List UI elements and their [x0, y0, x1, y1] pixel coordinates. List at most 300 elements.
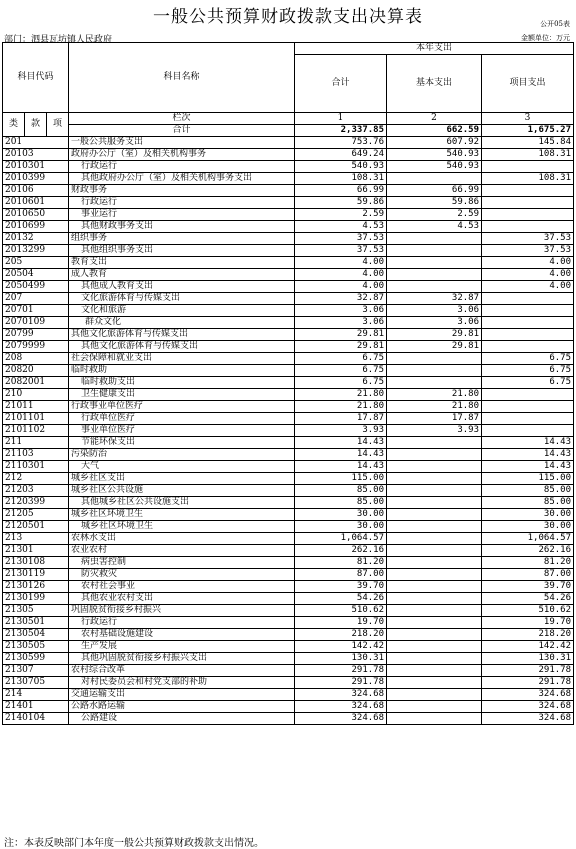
table-row [3, 713, 574, 725]
header-basic: 基本支出 [387, 55, 482, 113]
row-total: 324.68 [295, 701, 387, 713]
header-xiang: 项 [47, 113, 69, 137]
row-code: 21203 [3, 485, 69, 497]
table-row [3, 233, 574, 245]
row-name: 对村民委员会和村党支部的补助 [69, 677, 295, 689]
table-row [3, 377, 574, 389]
row-total: 37.53 [295, 245, 387, 257]
row-basic [387, 497, 482, 509]
table-row [3, 413, 574, 425]
row-name: 农村社会事业 [69, 581, 295, 593]
row-total: 4.00 [295, 281, 387, 293]
row-basic [387, 677, 482, 689]
row-project [482, 161, 574, 173]
row-basic [387, 245, 482, 257]
row-code: 214 [3, 689, 69, 701]
column-number-1: 1 [295, 113, 387, 125]
table-row [3, 365, 574, 377]
row-project [482, 221, 574, 233]
row-total: 1,064.57 [295, 533, 387, 545]
row-basic: 3.06 [387, 305, 482, 317]
row-code: 2130199 [3, 593, 69, 605]
row-name: 其他成人教育支出 [69, 281, 295, 293]
department-label: 部门：泗县瓦坊镇人民政府 [4, 35, 113, 45]
row-code: 2130504 [3, 629, 69, 641]
row-total: 540.93 [295, 161, 387, 173]
row-name: 巩固脱贫衔接乡村振兴 [69, 605, 295, 617]
row-code: 205 [3, 257, 69, 269]
row-basic [387, 653, 482, 665]
table-row [3, 677, 574, 689]
row-basic [387, 521, 482, 533]
row-code: 2050499 [3, 281, 69, 293]
footnote: 注：本表反映部门本年度一般公共预算财政拨款支出情况。 [4, 838, 264, 849]
row-project [482, 329, 574, 341]
row-project: 142.42 [482, 641, 574, 653]
row-basic [387, 545, 482, 557]
row-name: 污染防治 [69, 449, 295, 461]
table-row [3, 425, 574, 437]
row-basic [387, 701, 482, 713]
table-row [3, 341, 574, 353]
row-code: 21305 [3, 605, 69, 617]
row-name: 交通运输支出 [69, 689, 295, 701]
row-project: 291.78 [482, 665, 574, 677]
row-basic [387, 353, 482, 365]
table-row [3, 593, 574, 605]
row-code: 2120399 [3, 497, 69, 509]
row-project [482, 293, 574, 305]
row-basic [387, 281, 482, 293]
row-code: 2010399 [3, 173, 69, 185]
row-name: 防灾救灾 [69, 569, 295, 581]
row-total: 130.31 [295, 653, 387, 665]
table-row [3, 641, 574, 653]
row-total: 3.06 [295, 317, 387, 329]
row-name: 社会保障和就业支出 [69, 353, 295, 365]
row-code: 2130501 [3, 617, 69, 629]
row-project: 262.16 [482, 545, 574, 557]
table-row [3, 293, 574, 305]
row-code: 20103 [3, 149, 69, 161]
row-project: 37.53 [482, 233, 574, 245]
row-project [482, 317, 574, 329]
row-code: 21307 [3, 665, 69, 677]
row-project: 6.75 [482, 377, 574, 389]
table-row [3, 449, 574, 461]
row-code: 2010301 [3, 161, 69, 173]
row-code: 2130119 [3, 569, 69, 581]
table-row [3, 173, 574, 185]
row-basic: 4.53 [387, 221, 482, 233]
row-total: 32.87 [295, 293, 387, 305]
row-basic [387, 269, 482, 281]
row-total: 324.68 [295, 713, 387, 725]
table-row [3, 185, 574, 197]
row-name: 其他组织事务支出 [69, 245, 295, 257]
row-basic: 32.87 [387, 293, 482, 305]
row-project: 108.31 [482, 173, 574, 185]
row-basic [387, 257, 482, 269]
table-row [3, 509, 574, 521]
table-row [3, 161, 574, 173]
row-total: 21.80 [295, 389, 387, 401]
row-total: 2.59 [295, 209, 387, 221]
row-basic: 66.99 [387, 185, 482, 197]
row-project: 130.31 [482, 653, 574, 665]
row-project: 6.75 [482, 365, 574, 377]
row-name: 生产发展 [69, 641, 295, 653]
table-row [3, 257, 574, 269]
row-name: 行政单位医疗 [69, 413, 295, 425]
row-basic [387, 557, 482, 569]
table-row [3, 605, 574, 617]
row-code: 2130108 [3, 557, 69, 569]
row-project: 324.68 [482, 713, 574, 725]
row-basic: 59.86 [387, 197, 482, 209]
row-project: 6.75 [482, 353, 574, 365]
row-name: 行政运行 [69, 197, 295, 209]
row-code: 21205 [3, 509, 69, 521]
row-basic [387, 509, 482, 521]
row-project: 81.20 [482, 557, 574, 569]
row-total: 37.53 [295, 233, 387, 245]
row-project: 30.00 [482, 521, 574, 533]
row-name: 群众文化 [69, 317, 295, 329]
row-basic [387, 449, 482, 461]
row-basic: 607.92 [387, 137, 482, 149]
row-project [482, 209, 574, 221]
row-basic [387, 629, 482, 641]
row-basic [387, 485, 482, 497]
row-basic [387, 641, 482, 653]
row-total: 81.20 [295, 557, 387, 569]
row-basic: 540.93 [387, 149, 482, 161]
row-code: 20799 [3, 329, 69, 341]
row-basic [387, 689, 482, 701]
row-name: 临时救助 [69, 365, 295, 377]
row-name: 其他财政事务支出 [69, 221, 295, 233]
row-code: 2101101 [3, 413, 69, 425]
row-project: 14.43 [482, 461, 574, 473]
row-project: 510.62 [482, 605, 574, 617]
row-name: 节能环保支出 [69, 437, 295, 449]
column-number-2: 2 [387, 113, 482, 125]
row-total: 3.06 [295, 305, 387, 317]
row-name: 农业农村 [69, 545, 295, 557]
row-basic [387, 533, 482, 545]
row-project [482, 413, 574, 425]
row-total: 54.26 [295, 593, 387, 605]
row-total: 29.81 [295, 341, 387, 353]
row-total: 6.75 [295, 377, 387, 389]
table-row [3, 497, 574, 509]
row-project: 115.00 [482, 473, 574, 485]
row-project: 39.70 [482, 581, 574, 593]
unit-label: 金额单位：万元 [521, 34, 570, 42]
row-project: 87.00 [482, 569, 574, 581]
row-code: 213 [3, 533, 69, 545]
row-total: 218.20 [295, 629, 387, 641]
row-total: 85.00 [295, 485, 387, 497]
row-total: 108.31 [295, 173, 387, 185]
header-current-year: 本年支出 [295, 43, 574, 55]
row-code: 2130505 [3, 641, 69, 653]
row-total: 324.68 [295, 689, 387, 701]
table-row [3, 533, 574, 545]
row-code: 20106 [3, 185, 69, 197]
table-row [3, 245, 574, 257]
table-row [3, 557, 574, 569]
row-basic: 3.93 [387, 425, 482, 437]
row-code: 2110301 [3, 461, 69, 473]
page-title: 一般公共预算财政拨款支出决算表 [153, 7, 423, 27]
row-total: 649.24 [295, 149, 387, 161]
row-project: 4.00 [482, 257, 574, 269]
row-basic: 540.93 [387, 161, 482, 173]
row-total: 87.00 [295, 569, 387, 581]
row-name: 教育支出 [69, 257, 295, 269]
row-project: 324.68 [482, 689, 574, 701]
table-row [3, 221, 574, 233]
row-name: 农村综合改革 [69, 665, 295, 677]
row-name: 公路建设 [69, 713, 295, 725]
table-row [3, 197, 574, 209]
row-basic [387, 173, 482, 185]
row-project: 1,064.57 [482, 533, 574, 545]
table-row [3, 569, 574, 581]
row-name: 卫生健康支出 [69, 389, 295, 401]
row-basic [387, 713, 482, 725]
row-basic: 21.80 [387, 389, 482, 401]
row-total: 291.78 [295, 677, 387, 689]
row-basic: 29.81 [387, 341, 482, 353]
row-name: 行政运行 [69, 617, 295, 629]
header-total: 合计 [295, 55, 387, 113]
sum-basic: 662.59 [387, 125, 482, 137]
row-name: 财政事务 [69, 185, 295, 197]
table-row [3, 521, 574, 533]
row-name: 一般公共服务支出 [69, 137, 295, 149]
table-row [3, 461, 574, 473]
row-basic [387, 437, 482, 449]
row-total: 4.53 [295, 221, 387, 233]
row-project [482, 197, 574, 209]
table-row [3, 665, 574, 677]
row-basic [387, 581, 482, 593]
table-row [3, 317, 574, 329]
row-total: 6.75 [295, 365, 387, 377]
row-project: 218.20 [482, 629, 574, 641]
table-row [3, 329, 574, 341]
row-basic [387, 665, 482, 677]
row-code: 20820 [3, 365, 69, 377]
row-total: 30.00 [295, 509, 387, 521]
row-code: 2010699 [3, 221, 69, 233]
row-project [482, 401, 574, 413]
sum-label: 合计 [69, 125, 295, 137]
row-name: 行政运行 [69, 161, 295, 173]
row-project: 4.00 [482, 281, 574, 293]
row-name: 城乡社区支出 [69, 473, 295, 485]
row-code: 21401 [3, 701, 69, 713]
row-code: 201 [3, 137, 69, 149]
row-code: 208 [3, 353, 69, 365]
row-project: 14.43 [482, 437, 574, 449]
row-name: 农村基础设施建设 [69, 629, 295, 641]
row-total: 291.78 [295, 665, 387, 677]
header-code: 科目代码 [3, 43, 69, 113]
row-code: 20132 [3, 233, 69, 245]
row-code: 21103 [3, 449, 69, 461]
row-project: 145.84 [482, 137, 574, 149]
row-name: 城乡社区环境卫生 [69, 509, 295, 521]
row-project [482, 341, 574, 353]
row-code: 2130126 [3, 581, 69, 593]
row-name: 其他文化旅游体育与传媒支出 [69, 341, 295, 353]
row-code: 2120501 [3, 521, 69, 533]
row-project: 30.00 [482, 509, 574, 521]
row-total: 6.75 [295, 353, 387, 365]
row-name: 成人教育 [69, 269, 295, 281]
row-total: 262.16 [295, 545, 387, 557]
row-project: 37.53 [482, 245, 574, 257]
row-project [482, 425, 574, 437]
row-total: 39.70 [295, 581, 387, 593]
row-name: 事业单位医疗 [69, 425, 295, 437]
row-basic: 21.80 [387, 401, 482, 413]
row-project: 19.70 [482, 617, 574, 629]
row-project: 324.68 [482, 701, 574, 713]
table-row [3, 209, 574, 221]
row-total: 115.00 [295, 473, 387, 485]
row-name: 事业运行 [69, 209, 295, 221]
row-name: 农林水支出 [69, 533, 295, 545]
table-row [3, 689, 574, 701]
column-number-label: 栏次 [69, 113, 295, 125]
row-basic [387, 377, 482, 389]
row-total: 510.62 [295, 605, 387, 617]
row-code: 21011 [3, 401, 69, 413]
row-project [482, 185, 574, 197]
row-basic [387, 605, 482, 617]
table-row [3, 389, 574, 401]
row-code: 2070109 [3, 317, 69, 329]
row-basic [387, 233, 482, 245]
row-name: 城乡社区环境卫生 [69, 521, 295, 533]
row-basic: 17.87 [387, 413, 482, 425]
row-total: 4.00 [295, 269, 387, 281]
table-row [3, 617, 574, 629]
row-code: 2010601 [3, 197, 69, 209]
table-row [3, 401, 574, 413]
row-project [482, 389, 574, 401]
table-row [3, 281, 574, 293]
row-project: 85.00 [482, 485, 574, 497]
row-basic: 2.59 [387, 209, 482, 221]
row-code: 2130599 [3, 653, 69, 665]
row-name: 大气 [69, 461, 295, 473]
header-lei: 类 [3, 113, 25, 137]
header-name: 科目名称 [69, 43, 295, 113]
row-basic: 29.81 [387, 329, 482, 341]
row-code: 2130705 [3, 677, 69, 689]
row-name: 其他政府办公厅（室）及相关机构事务支出 [69, 173, 295, 185]
row-project: 108.31 [482, 149, 574, 161]
header-project: 项目支出 [482, 55, 574, 113]
row-total: 66.99 [295, 185, 387, 197]
row-total: 14.43 [295, 449, 387, 461]
row-total: 4.00 [295, 257, 387, 269]
row-total: 21.80 [295, 401, 387, 413]
row-code: 211 [3, 437, 69, 449]
row-name: 政府办公厅（室）及相关机构事务 [69, 149, 295, 161]
row-name: 其他城乡社区公共设施支出 [69, 497, 295, 509]
row-total: 3.93 [295, 425, 387, 437]
row-name: 其他巩固脱贫衔接乡村振兴支出 [69, 653, 295, 665]
row-total: 14.43 [295, 461, 387, 473]
row-basic [387, 617, 482, 629]
row-code: 212 [3, 473, 69, 485]
row-code: 2013299 [3, 245, 69, 257]
row-total: 85.00 [295, 497, 387, 509]
row-total: 753.76 [295, 137, 387, 149]
row-project [482, 305, 574, 317]
row-name: 行政事业单位医疗 [69, 401, 295, 413]
row-total: 59.86 [295, 197, 387, 209]
row-basic [387, 461, 482, 473]
row-total: 30.00 [295, 521, 387, 533]
table-row [3, 581, 574, 593]
header-kuan: 款 [25, 113, 47, 137]
form-number: 公开05表 [540, 20, 570, 28]
row-name: 病虫害控制 [69, 557, 295, 569]
row-code: 2079999 [3, 341, 69, 353]
row-code: 20701 [3, 305, 69, 317]
row-code: 21301 [3, 545, 69, 557]
table-row [3, 437, 574, 449]
row-name: 文化和旅游 [69, 305, 295, 317]
table-row [3, 485, 574, 497]
row-code: 20504 [3, 269, 69, 281]
row-basic [387, 593, 482, 605]
table-row [3, 305, 574, 317]
row-code: 2010650 [3, 209, 69, 221]
row-code: 2140104 [3, 713, 69, 725]
row-total: 29.81 [295, 329, 387, 341]
sum-project: 1,675.27 [482, 125, 574, 137]
row-project: 14.43 [482, 449, 574, 461]
row-code: 207 [3, 293, 69, 305]
row-name: 组织事务 [69, 233, 295, 245]
row-basic [387, 365, 482, 377]
row-basic [387, 473, 482, 485]
row-total: 19.70 [295, 617, 387, 629]
row-project: 4.00 [482, 269, 574, 281]
row-name: 城乡社区公共设施 [69, 485, 295, 497]
row-project: 291.78 [482, 677, 574, 689]
row-project: 54.26 [482, 593, 574, 605]
table-row [3, 701, 574, 713]
row-name: 公路水路运输 [69, 701, 295, 713]
table-row [3, 137, 574, 149]
table-row [3, 149, 574, 161]
expenditure-table [2, 42, 574, 725]
row-basic [387, 569, 482, 581]
row-project: 85.00 [482, 497, 574, 509]
row-code: 2082001 [3, 377, 69, 389]
row-basic: 3.06 [387, 317, 482, 329]
